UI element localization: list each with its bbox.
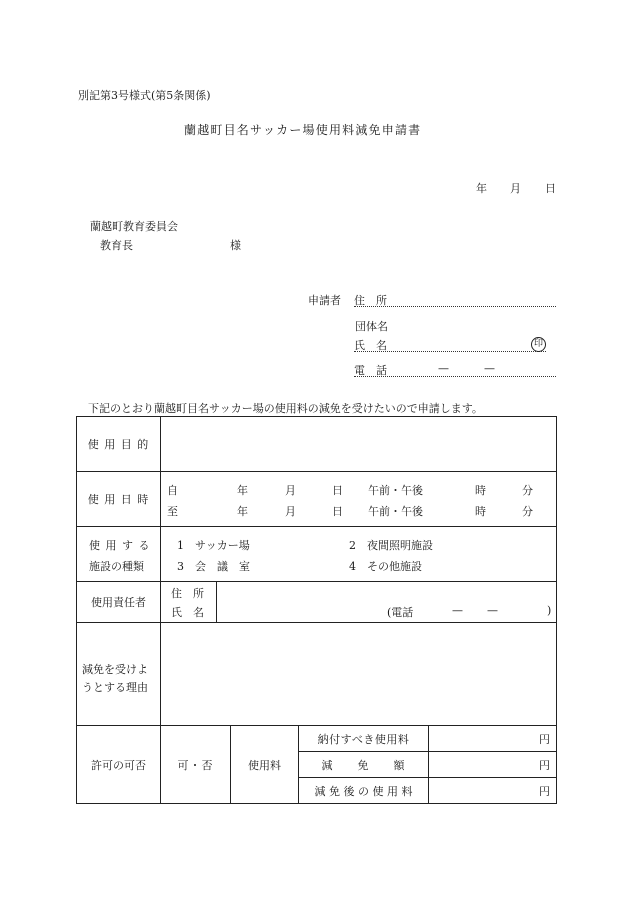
resp-phone-dash-2: — <box>487 604 498 617</box>
approval-label: 許可の可否 <box>77 726 161 804</box>
from-day: 日 <box>332 484 343 497</box>
to-month: 月 <box>285 505 296 518</box>
facility-option-meeting-room[interactable]: 3 会 議 室 <box>177 560 250 573</box>
fee-amount-reduction[interactable] <box>429 752 557 778</box>
row-facility <box>77 527 557 582</box>
resp-name-label: 氏 名 <box>171 606 204 619</box>
to-day: 日 <box>332 505 343 518</box>
facility-option-soccer[interactable]: 1 サッカー場 <box>177 539 250 552</box>
form-number: 別記第3号様式(第5条関係) <box>78 89 211 102</box>
row-reason <box>77 623 557 726</box>
yen-unit: 円 <box>539 732 550 746</box>
resp-address-label: 住 所 <box>171 587 204 600</box>
addressee-title: 教育長 <box>100 239 133 252</box>
fee-amount-after[interactable] <box>429 778 557 804</box>
facility-options[interactable] <box>161 527 557 582</box>
applicant-phone-field[interactable] <box>354 362 556 377</box>
from-label: 自 <box>167 484 178 497</box>
facility-label-line1: 使 用 す る <box>89 539 151 552</box>
facility-label-line2: 施設の種類 <box>89 560 144 573</box>
resp-phone-open: (電話 <box>387 606 414 619</box>
intro-text: 下記のとおり蘭越町目名サッカー場の使用料の減免を受けたいので申請します。 <box>88 402 483 415</box>
reason-label <box>77 623 161 726</box>
resp-phone-close: ) <box>547 604 552 617</box>
document-title: 蘭越町目名サッカー場使用料減免申請書 <box>184 123 422 137</box>
fee-row-label-reduction: 減 免 額 <box>299 752 429 778</box>
row-purpose <box>77 417 557 472</box>
row-datetime <box>77 472 557 527</box>
applicant-address-label: 住 所 <box>354 294 387 307</box>
fee-label: 使用料 <box>231 726 299 804</box>
phone-dash-2: — <box>484 362 495 375</box>
applicant-address-field[interactable] <box>354 292 556 307</box>
datetime-field[interactable] <box>161 472 557 527</box>
yen-unit: 円 <box>539 784 550 798</box>
addressee-honorific: 様 <box>230 239 241 252</box>
addressee-org: 蘭越町教育委員会 <box>90 220 178 233</box>
to-year: 年 <box>237 505 248 518</box>
date-month: 月 <box>510 182 521 195</box>
from-ampm: 午前・午後 <box>368 484 423 497</box>
from-hour: 時 <box>475 484 486 497</box>
application-table <box>76 416 557 804</box>
yen-unit: 円 <box>539 758 550 772</box>
from-year: 年 <box>237 484 248 497</box>
responsible-input[interactable] <box>217 582 557 622</box>
reason-label-line1: 減免を受けよ <box>82 663 148 676</box>
reason-field[interactable] <box>161 623 557 726</box>
fee-row-label-after: 減 免 後 の 使 用 料 <box>299 778 429 804</box>
row-responsible <box>77 582 557 623</box>
applicant-label: 申請者 <box>308 294 341 307</box>
to-label: 至 <box>167 505 178 518</box>
datetime-label: 使 用 日 時 <box>77 472 161 527</box>
phone-dash-1: — <box>438 362 449 375</box>
fee-row-label-payable: 納付すべき使用料 <box>299 726 429 752</box>
purpose-label: 使 用 目 的 <box>77 417 161 472</box>
purpose-field[interactable] <box>161 417 557 472</box>
applicant-name-field[interactable] <box>354 337 546 352</box>
to-minute: 分 <box>522 505 533 518</box>
fee-amount-payable[interactable] <box>429 726 557 752</box>
responsible-field <box>161 582 557 623</box>
resp-phone-dash-1: — <box>452 604 463 617</box>
row-fee-1 <box>77 726 557 752</box>
from-minute: 分 <box>522 484 533 497</box>
facility-option-lighting[interactable]: 2 夜間照明施設 <box>349 539 433 552</box>
applicant-group-label: 団体名 <box>355 320 388 333</box>
to-ampm: 午前・午後 <box>368 505 423 518</box>
applicant-name-label: 氏 名 <box>354 339 387 352</box>
responsible-sublabels <box>161 582 217 622</box>
reason-label-line2: うとする理由 <box>82 681 148 694</box>
date-year: 年 <box>476 182 487 195</box>
responsible-label: 使用責任者 <box>77 582 161 623</box>
approval-value[interactable]: 可・否 <box>161 726 231 804</box>
seal-icon: 印 <box>531 337 546 352</box>
from-month: 月 <box>285 484 296 497</box>
facility-label <box>77 527 161 582</box>
to-hour: 時 <box>475 505 486 518</box>
facility-option-other[interactable]: 4 その他施設 <box>349 560 422 573</box>
date-day: 日 <box>545 182 556 195</box>
applicant-phone-label: 電 話 <box>354 364 387 377</box>
